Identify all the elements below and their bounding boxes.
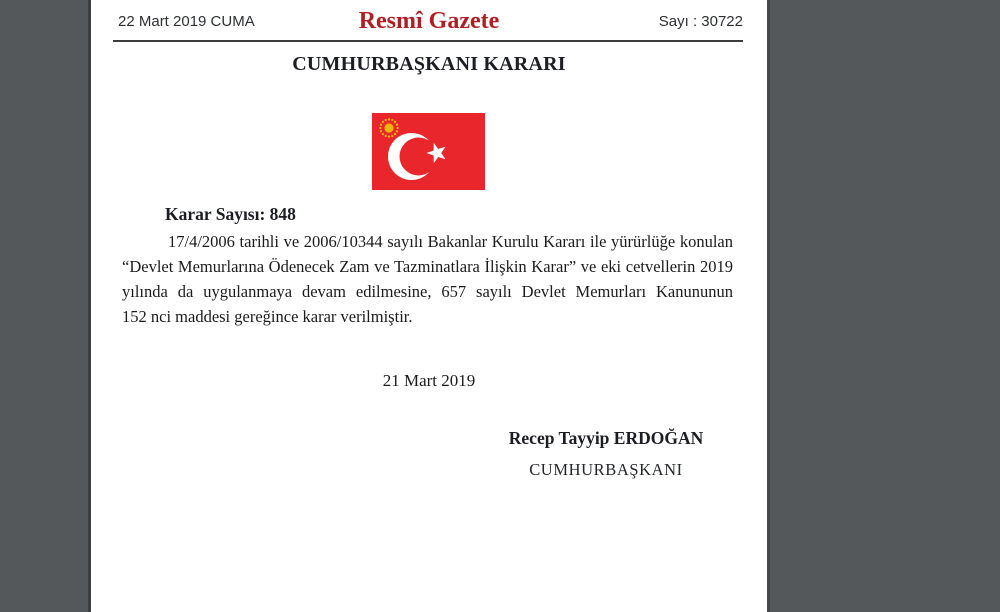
body-line: 152 nci maddesi gereğince karar verilmiştir. — [122, 307, 413, 326]
turkish-presidential-flag-icon — [372, 113, 485, 190]
page-content — [91, 0, 767, 612]
signature-block — [476, 428, 736, 480]
decision-date: 21 Mart 2019 — [382, 371, 476, 390]
header-rule — [113, 40, 743, 42]
signer-title: CUMHURBAŞKANI — [529, 460, 683, 479]
header-date: 22 Mart 2019 CUMA — [118, 13, 255, 30]
decision-number: Karar Sayısı: 848 — [165, 204, 296, 224]
issue-number: Sayı : 30722 — [658, 13, 743, 30]
signer-name: Recep Tayyip ERDOĞAN — [508, 428, 704, 448]
body-line: 17/4/2006 tarihli ve 2006/10344 sayılı Bakanlar Kurulu Kararı ile yürürlüğe konulan — [168, 232, 733, 251]
body-paragraph — [122, 229, 733, 329]
body-line: “Devlet Memurlarına Ödenecek Zam ve Tazminatlara İlişkin Karar” ve eki cetvellerin 2019 — [122, 257, 733, 276]
gazette-title: Resmî Gazete — [358, 8, 500, 34]
body-line: yılında da uygulanmaya devam edilmesine, 657 sayılı Devlet Memurları Kanununun — [122, 282, 733, 301]
document-title: CUMHURBAŞKANI KARARI — [292, 53, 566, 75]
document-page — [88, 0, 770, 612]
